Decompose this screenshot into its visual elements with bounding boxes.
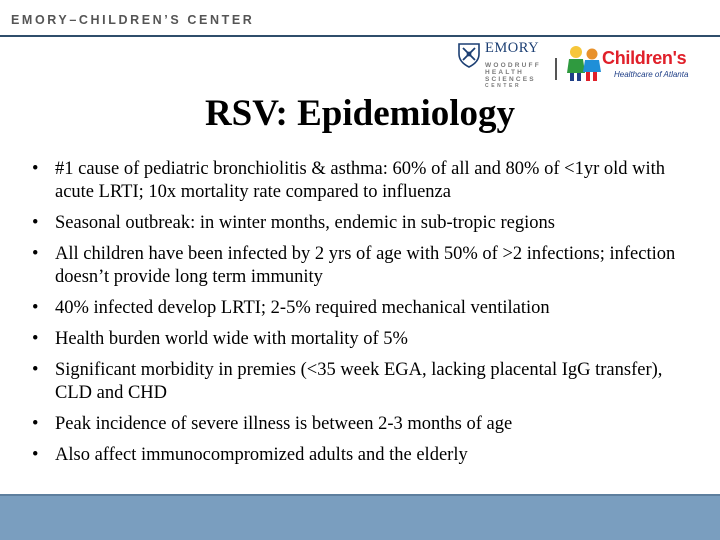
emory-logo [457,40,541,96]
emory-subtitle [485,62,541,90]
footer-bar [0,496,720,540]
logo-divider [555,58,557,80]
bullet-text: #1 cause of pediatric bronchiolitis & asthma: 60% of all and 80% of <1yr old with acute LRTI; 10x mortality rate compared to influenza [55,159,666,202]
bullet-marker: • [32,159,39,179]
bullet-text: Seasonal outbreak: in winter months, endemic in sub-tropic regions [55,213,555,233]
bullet-marker: • [32,213,39,233]
bullet-text: Peak incidence of severe illness is between 2-3 months of age [55,414,513,434]
bullet-text: All children have been infected by 2 yrs of age with 50% of >2 infections; infection doesn’t provide long term immunity [55,244,676,287]
header-divider [0,35,720,37]
bullet-marker: • [32,360,39,380]
bullet-text: Significant morbidity in premies (<35 week EGA, lacking placental IgG transfer), CLD and CHD [55,360,663,403]
bullet-marker: • [32,244,39,264]
bullet-text: Health burden world wide with mortality of 5% [55,329,408,349]
childrens-name: Children's [602,48,687,68]
bullet-text: Also affect immunocompromized adults and the elderly [55,445,468,465]
bullet-item [32,212,692,235]
bullet-marker: • [32,414,39,434]
slide-title: RSV: Epidemiology [204,93,516,134]
bullet-marker: • [32,298,39,318]
bullet-item [32,444,692,467]
header-org-name: EMORY–CHILDREN’S CENTER [11,13,255,27]
bullet-item [32,359,692,405]
emory-sub-line: HEALTH [485,69,525,76]
bullet-marker: • [32,445,39,465]
bullet-text: 40% infected develop LRTI; 2-5% required mechanical ventilation [55,298,550,318]
childrens-tagline: Healthcare of Atlanta [614,70,689,79]
bullet-list [32,158,692,475]
childrens-logo [565,43,715,88]
bullet-item [32,328,692,351]
bullet-item [32,158,692,204]
emory-sub-line: CENTER [485,83,522,89]
bullet-item [32,243,692,289]
emory-sub-line: WOODRUFF [485,62,541,69]
bullet-item [32,297,692,320]
bullet-marker: • [32,329,39,349]
shield-icon [457,42,481,68]
children-figures-icon [565,43,605,83]
bullet-item [32,413,692,436]
emory-name: EMORY [485,40,540,56]
emory-sub-line: SCIENCES [485,76,536,83]
